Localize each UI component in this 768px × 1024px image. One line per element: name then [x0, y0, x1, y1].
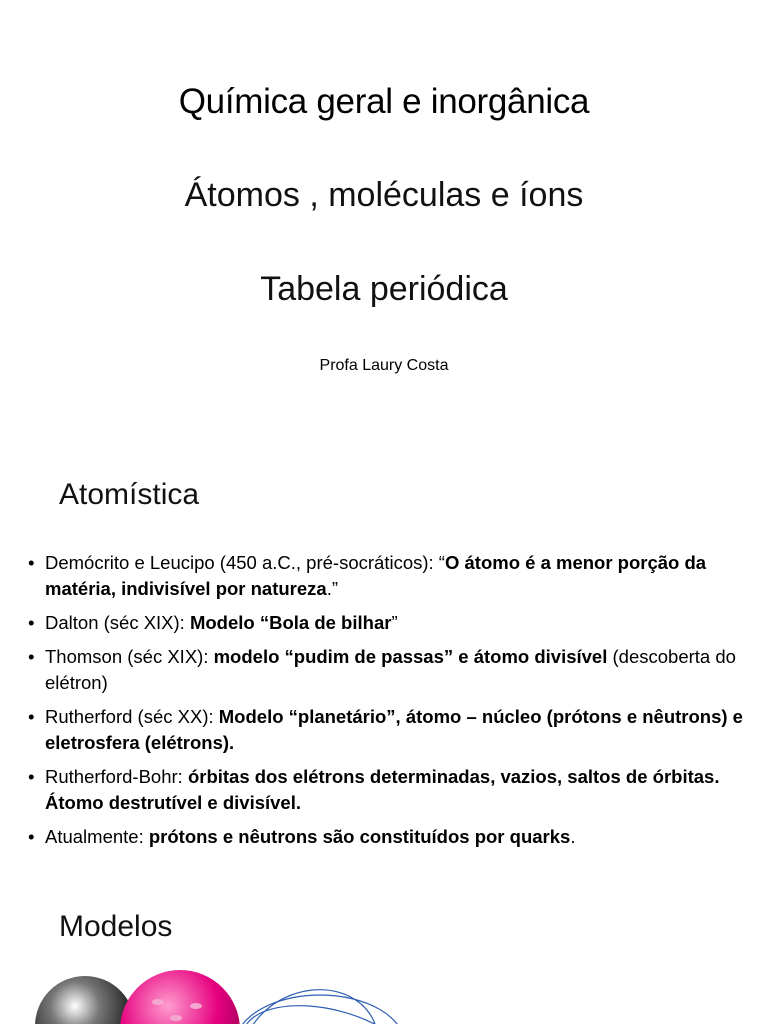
- bullet-text: Atualmente:: [45, 826, 149, 847]
- list-item: [28, 704, 748, 756]
- author-name: Profa Laury Costa: [319, 357, 449, 374]
- bullet-text-end: .”: [326, 578, 339, 599]
- list-item: [28, 644, 748, 696]
- bullet-list: [28, 550, 748, 858]
- bullet-text: Thomson (séc XIX):: [45, 646, 214, 667]
- bullet-bold-text: O átomo é a menor porção da matéria, indivisível por natureza: [45, 552, 707, 599]
- list-item: [28, 610, 748, 636]
- list-item: [28, 550, 748, 602]
- bullet-text: Dalton (séc XIX):: [45, 612, 190, 633]
- plum-pudding-model-icon: [120, 970, 240, 1024]
- bullet-text: Rutherford (séc XX):: [45, 706, 219, 727]
- atom-models-illustration: [0, 970, 768, 1024]
- bullet-text-end: .: [570, 826, 576, 847]
- subtitle-atoms: Átomos , moléculas e íons: [184, 176, 584, 214]
- section-heading-atomistics: Atomística: [59, 478, 200, 511]
- bullet-bold-text: prótons e nêutrons são constituídos por quarks: [148, 826, 571, 847]
- bullet-text-end: (descoberta do elétron): [45, 646, 736, 693]
- page-title: Química geral e inorgânica: [178, 82, 590, 121]
- list-item: [28, 764, 748, 816]
- section-heading-models: Modelos: [59, 910, 173, 943]
- billiard-ball-model-icon: [35, 976, 135, 1024]
- subtitle-periodic-table: Tabela periódica: [260, 270, 508, 308]
- bullet-bold-text: Modelo “Bola de bilhar: [189, 612, 392, 633]
- atomistics-slide: [0, 430, 768, 1024]
- title-slide: [0, 0, 768, 430]
- bullet-text-end: ”: [391, 612, 398, 633]
- bullet-text: Demócrito e Leucipo (450 a.C., pré-socráticos): “: [45, 552, 445, 573]
- planetary-model-icon: [222, 970, 429, 1024]
- bullet-bold-text: modelo “pudim de passas” e átomo divisível: [213, 646, 608, 667]
- bullet-bold-text: Modelo “planetário”, átomo – núcleo (prótons e nêutrons) e eletrosfera (elétrons).: [45, 706, 743, 753]
- bullet-text: Rutherford-Bohr:: [45, 766, 188, 787]
- bullet-bold-text: órbitas dos elétrons determinadas, vazios, saltos de órbitas. Átomo destrutível e divisível.: [45, 766, 720, 813]
- list-item: [28, 824, 748, 850]
